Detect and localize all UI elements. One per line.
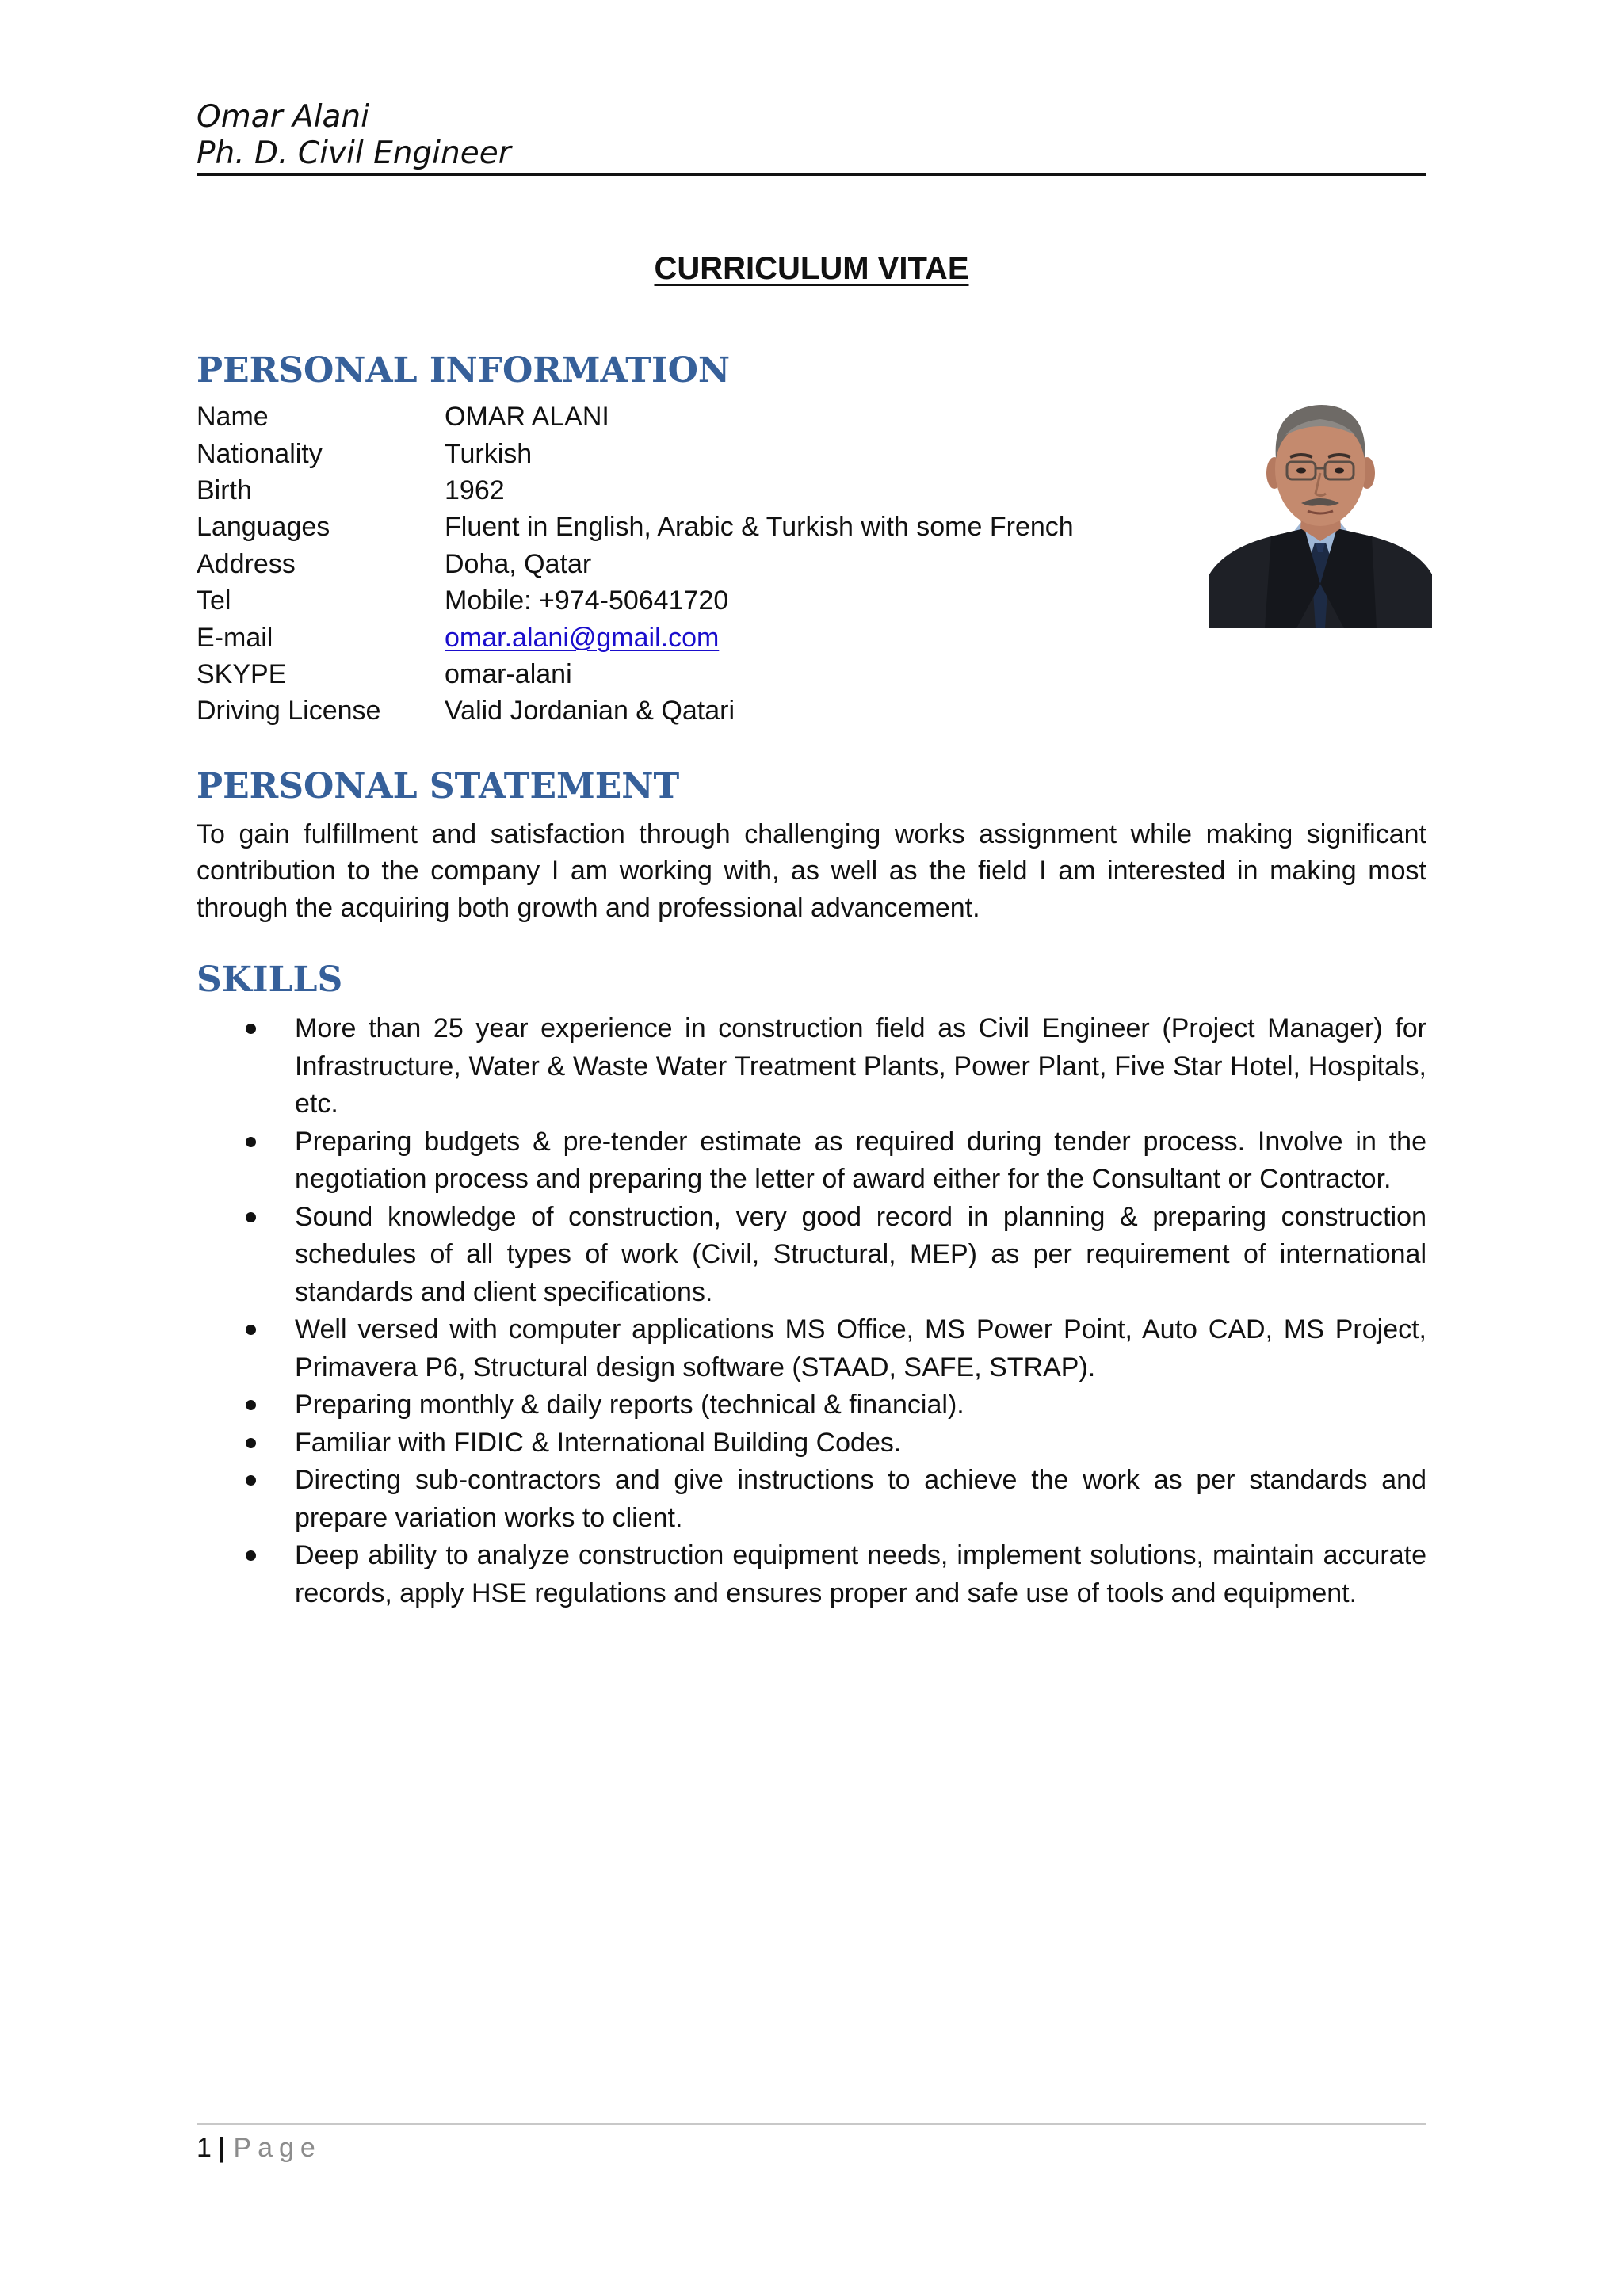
skill-item <box>197 1537 1426 1612</box>
info-row-email <box>197 619 1074 655</box>
personal-information-table <box>197 399 1074 730</box>
skill-text: Deep ability to analyze construction equipment needs, implement solutions, maintain accurate records, apply HSE regulations and ensures proper and safe use of tools and equipment. <box>295 1540 1426 1608</box>
info-label: Nationality <box>197 438 323 469</box>
info-value: Mobile: +974-50641720 <box>445 585 729 616</box>
info-value: Doha, Qatar <box>445 548 592 579</box>
skill-item <box>197 1311 1426 1386</box>
document-title <box>197 249 1426 288</box>
skill-text: Sound knowledge of construction, very good record in planning & preparing construction schedules of all types of work (Civil, Structural, MEP) as per requirement of international standards and client specifications. <box>295 1201 1426 1307</box>
document-title-text: CURRICULUM VITAE <box>654 251 969 286</box>
page-number: 1 <box>197 2133 212 2163</box>
info-value: Fluent in English, Arabic & Turkish with some French <box>445 512 1074 543</box>
page-label: Page <box>233 2133 322 2163</box>
bullet-icon <box>246 1212 256 1222</box>
bullet-icon <box>246 1438 256 1448</box>
header-name: Omar Alani <box>197 99 369 135</box>
skill-item <box>197 1386 1426 1425</box>
bullet-icon <box>246 1475 256 1486</box>
info-row-languages <box>197 509 1074 545</box>
profile-photo-graphic <box>1209 386 1432 628</box>
skill-item <box>197 1462 1426 1537</box>
skill-item <box>197 1199 1426 1312</box>
info-value: OMAR ALANI <box>445 402 609 433</box>
info-row-tel <box>197 582 1074 619</box>
skill-text: Directing sub-contractors and give instructions to achieve the work as per standards and prepare variation works to client. <box>295 1465 1426 1533</box>
info-label: Address <box>197 548 296 579</box>
bullet-icon <box>246 1325 256 1335</box>
bullet-icon <box>246 1400 256 1410</box>
info-row-birth <box>197 472 1074 509</box>
info-label: Name <box>197 402 269 433</box>
footer-separator: | <box>217 2133 226 2163</box>
info-row-address <box>197 546 1074 582</box>
skill-item <box>197 1123 1426 1199</box>
footer-divider <box>197 2123 1426 2125</box>
skill-text: Well versed with computer applications MS Office, MS Power Point, Auto CAD, MS Project, Primavera P6, Structural design software (STAAD, SAFE, STRAP). <box>295 1314 1426 1383</box>
skill-text: Preparing budgets & pre-tender estimate as required during tender process. Involve in the negotiation process and preparing the letter of award either for the Consultant or Contractor. <box>295 1126 1426 1194</box>
email-link[interactable]: omar.alani@gmail.com <box>445 622 720 653</box>
profile-photo <box>1209 386 1432 628</box>
skills-heading: SKILLS <box>197 959 343 1000</box>
skill-text: Familiar with FIDIC & International Building Codes. <box>295 1427 902 1458</box>
skill-item <box>197 1425 1426 1463</box>
info-label: Tel <box>197 585 231 616</box>
info-row-driving-license <box>197 692 1074 729</box>
info-value: Turkish <box>445 438 533 469</box>
skill-text: Preparing monthly & daily reports (technical & financial). <box>295 1390 964 1420</box>
info-label: Languages <box>197 512 330 543</box>
page-footer <box>197 2130 322 2166</box>
info-label: Birth <box>197 475 252 505</box>
info-row-nationality <box>197 435 1074 471</box>
header-title: Ph. D. Civil Engineer <box>197 135 511 171</box>
info-row-name <box>197 399 1074 435</box>
info-label: Driving License <box>197 696 381 727</box>
skill-item <box>197 1010 1426 1123</box>
info-value: 1962 <box>445 475 505 505</box>
header-divider <box>197 173 1426 176</box>
info-label: SKYPE <box>197 658 287 689</box>
skill-text: More than 25 year experience in construction field as Civil Engineer (Project Manager) for Infrastructure, Water & Waste Water Treatment Plants, Power Plant, Five Star Hotel, Hospitals, etc. <box>295 1013 1426 1119</box>
personal-statement-heading: PERSONAL STATEMENT <box>197 766 680 807</box>
bullet-icon <box>246 1550 256 1561</box>
info-row-skype <box>197 656 1074 692</box>
info-label: E-mail <box>197 622 273 653</box>
info-value: omar-alani <box>445 658 572 689</box>
bullet-icon <box>246 1024 256 1034</box>
bullet-icon <box>246 1137 256 1147</box>
info-value: Valid Jordanian & Qatari <box>445 696 735 727</box>
personal-statement-text: To gain fulfillment and satisfaction through challenging works assignment while making significant contribution to the company I am working with, as well as the field I am interested in making most through the acquiring both growth and professional advancement. <box>197 819 1426 923</box>
skills-list <box>197 1010 1426 1612</box>
personal-information-heading: PERSONAL INFORMATION <box>197 350 731 391</box>
